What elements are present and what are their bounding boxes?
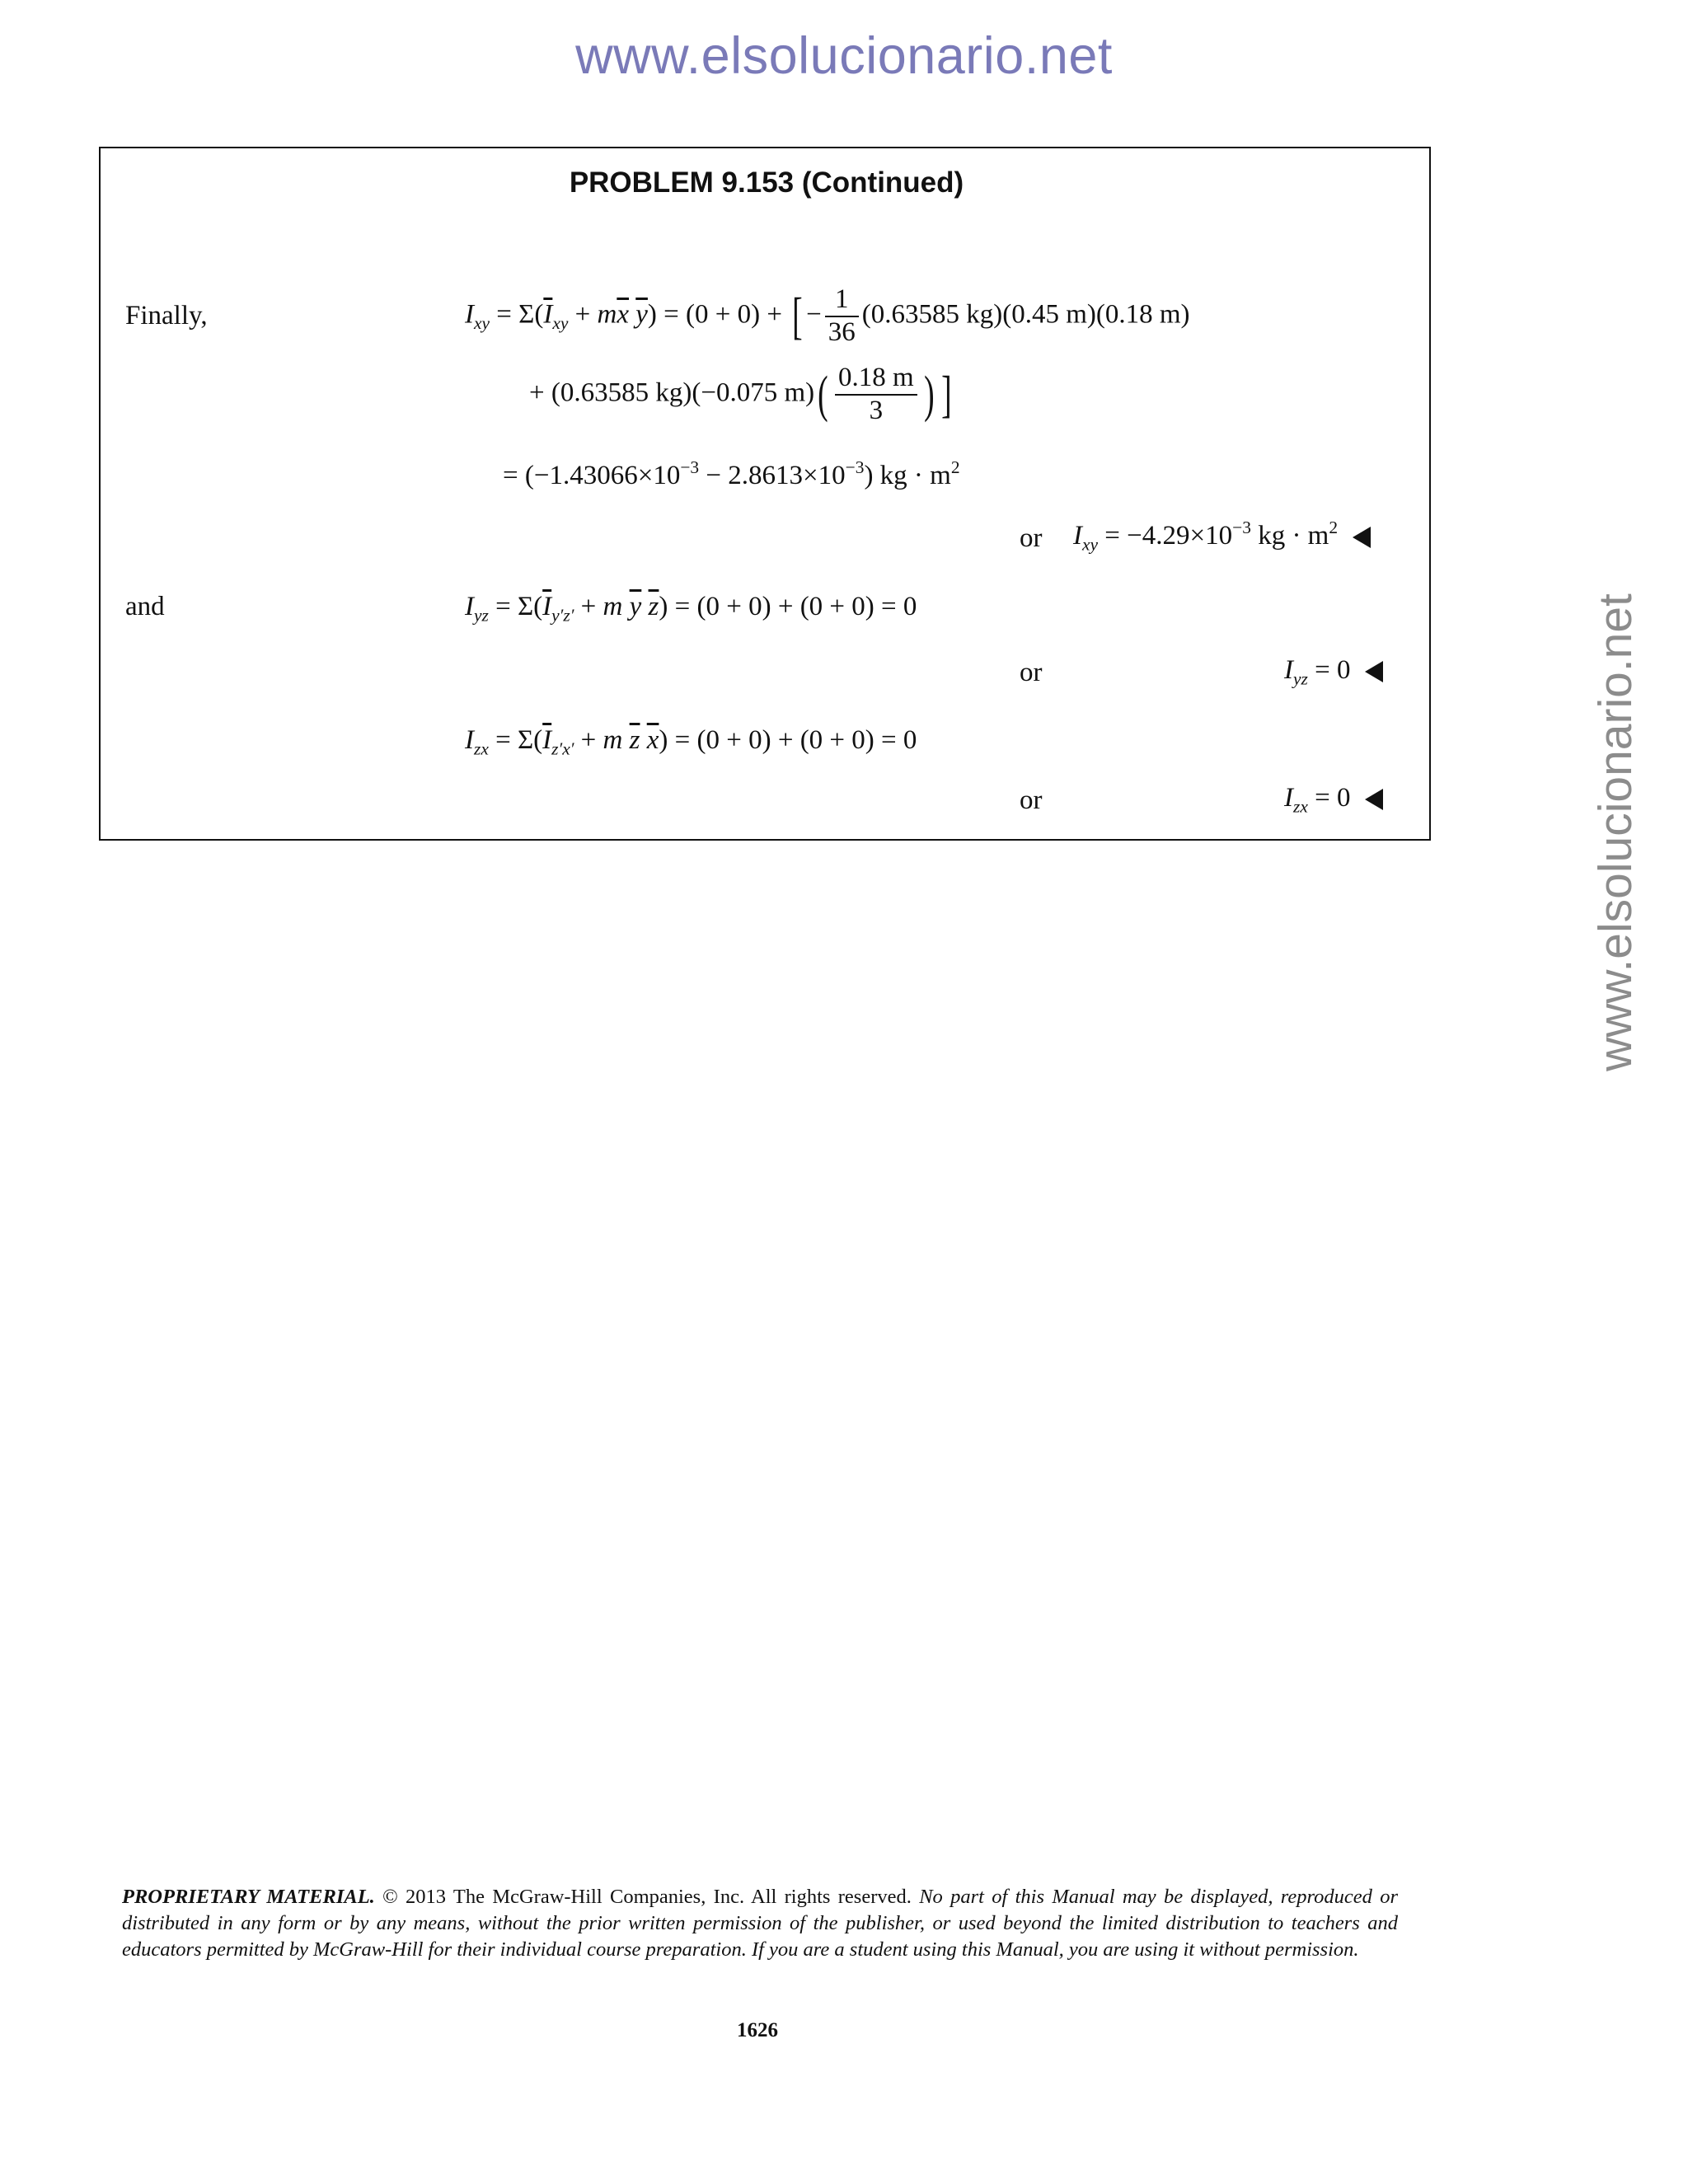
answer-marker-icon [1365,789,1383,810]
izx-equation: $I_{zx} = \Sigma(\overline{I}_{z'x'} + m$ $\overline{z}$ $\overline{x}) = (0 + 0) + (0 + 0) = 0$ [465,725,917,759]
problem-box [99,147,1431,841]
answer-marker-icon [1353,527,1371,548]
iyz-result: $I_{yz} = 0$ [1284,655,1383,690]
izx-or-label: or [1020,785,1043,815]
copyright-footer: PROPRIETARY MATERIAL. © 2013 The McGraw-Hill Companies, Inc. All rights reserved. No part of this Manual may be displayed, reproduced or distributed in any form or by any means, without the prior written permission of the publisher, or used beyond the limited distribution to teachers and educators permitted by McGraw-Hill for their individual course preparation. If you are a student using this Manual, you are using it without permission. [122,1886,1398,1961]
watermark-top: www.elsolucionario.net [575,27,1113,85]
ixy-equation-line1: $I_{xy} = \Sigma(\overline{I}_{xy} + m\overline{x}$ $\overline{y}) = (0 + 0)$ + [ − $\frac{1}{36}$ (0.63585 kg)(0.45 m)(0.18 m) [465,284,1190,347]
answer-marker-icon [1365,661,1383,682]
iyz-or-label: or [1020,658,1043,687]
ixy-result: $I_{xy} = -4.29\times 10^{-3}$ kg · $m^2$ [1073,518,1371,555]
ixy-or-label: or [1020,523,1043,553]
ixy-equation-line2: + (0.63585 kg)(−0.075 m)( $\frac{0.18 m}{3}$ ) ] [529,363,952,425]
problem-title: PROBLEM 9.153 (Continued) [569,166,964,199]
izx-result: $I_{zx} = 0$ [1284,783,1383,818]
and-label: and [125,592,165,621]
finally-label: Finally, [125,301,208,330]
ixy-equation-line3: = $(-1.43066\times 10^{-3} - 2.8613\times 10^{-3})$ kg · $m^2$ [503,457,960,490]
iyz-equation: $I_{yz} = \Sigma(\overline{I}_{y'z'} + m$ $\overline{y}$ $\overline{z}) = (0 + 0) + (0 + 0) = 0$ [465,592,917,626]
page-number: 1626 [737,2019,778,2041]
watermark-side: www.elsolucionario.net [1589,593,1642,1071]
